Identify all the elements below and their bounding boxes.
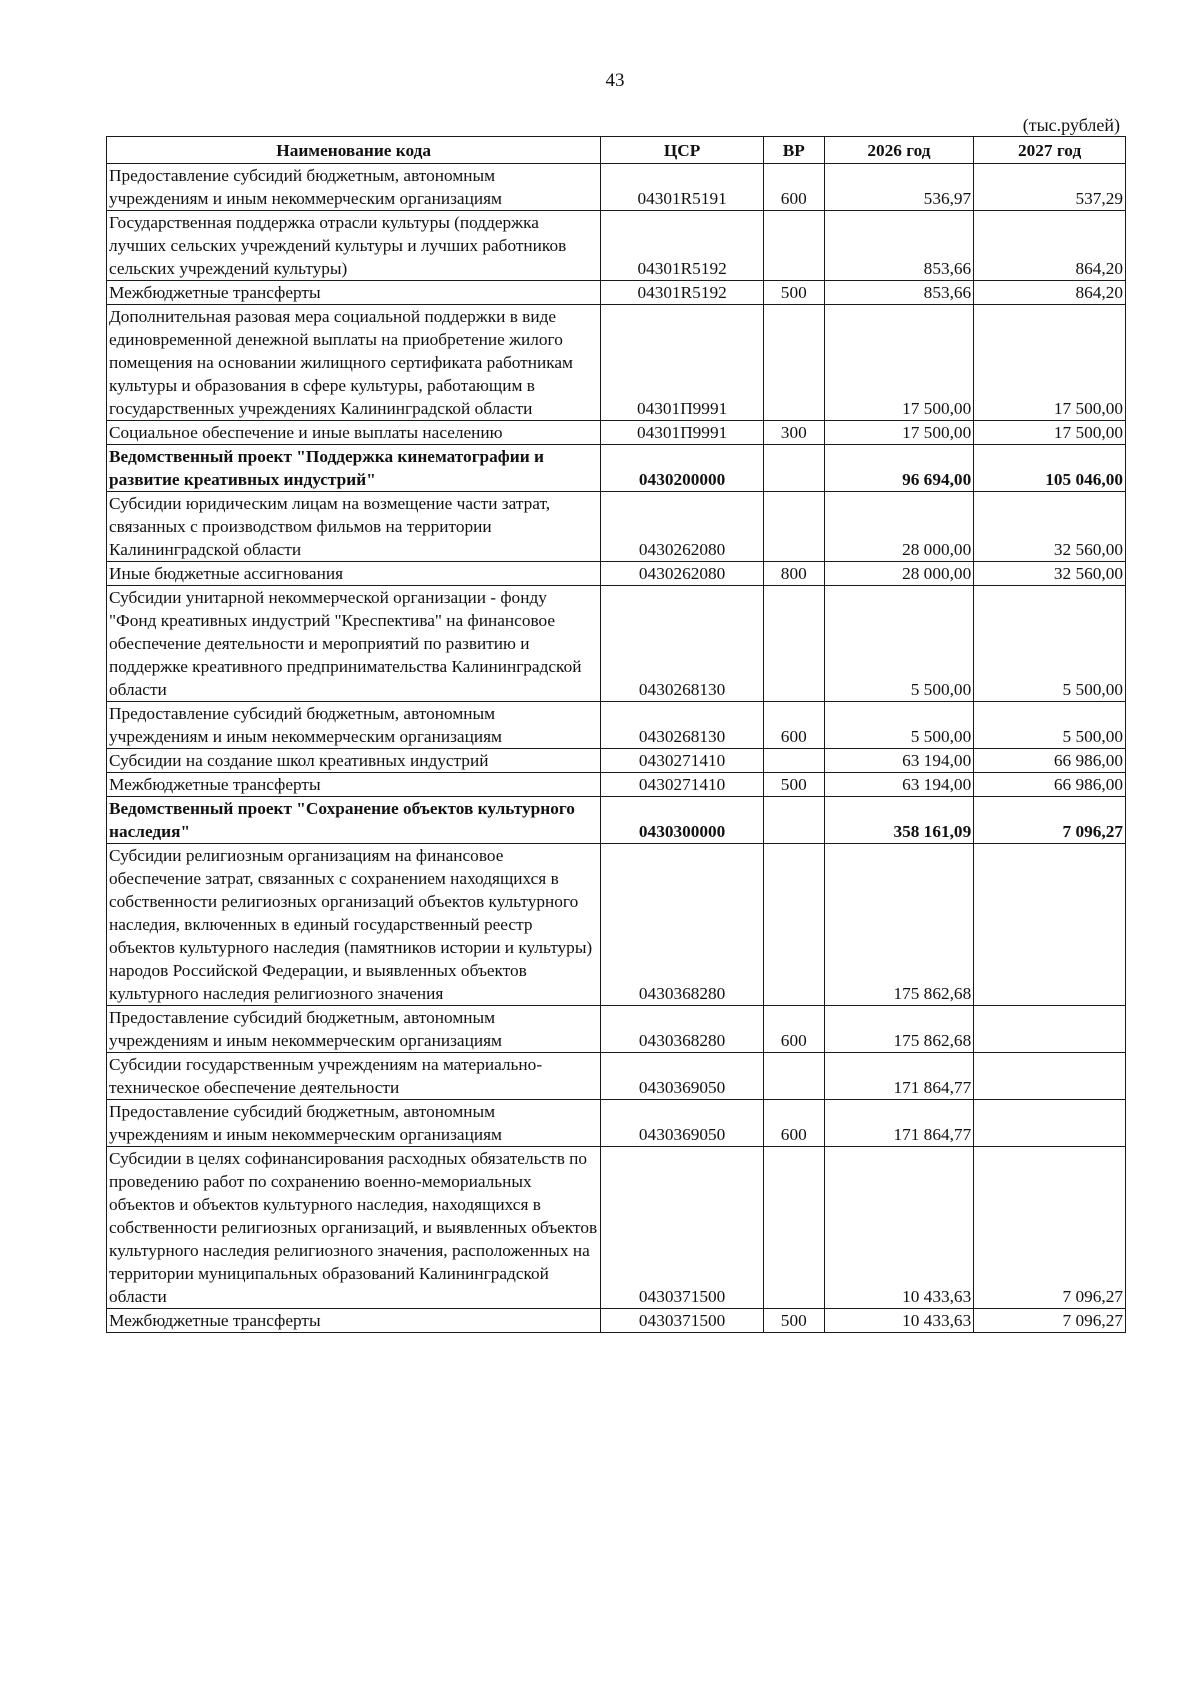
row-vr [763,749,824,773]
row-2027: 7 096,27 [974,1309,1126,1333]
row-vr [763,844,824,1006]
row-2026: 853,66 [824,211,974,281]
row-2026: 28 000,00 [824,562,974,586]
row-csr: 0430271410 [601,773,764,797]
table-row [107,1147,1126,1309]
table-row [107,421,1126,445]
row-vr: 500 [763,773,824,797]
row-vr: 300 [763,421,824,445]
row-2026: 171 864,77 [824,1053,974,1100]
row-2026: 358 161,09 [824,797,974,844]
row-2026: 5 500,00 [824,586,974,702]
row-vr [763,1053,824,1100]
row-2026: 5 500,00 [824,702,974,749]
row-vr [763,305,824,421]
row-csr: 04301R5192 [601,211,764,281]
row-name: Предоставление субсидий бюджетным, автономным учреждениям и иным некоммерческим организациям [107,164,601,211]
row-2026: 63 194,00 [824,773,974,797]
row-2026: 28 000,00 [824,492,974,562]
row-name: Государственная поддержка отрасли культуры (поддержка лучших сельских учреждений культуры и лучших работников сельских учреждений культуры) [107,211,601,281]
table-row [107,164,1126,211]
header-2027: 2027 год [974,137,1126,164]
table-row [107,281,1126,305]
row-name: Социальное обеспечение и иные выплаты населению [107,421,601,445]
table-row-project [107,797,1126,844]
row-2026: 171 864,77 [824,1100,974,1147]
row-2027: 105 046,00 [974,445,1126,492]
row-2027 [974,1100,1126,1147]
row-csr: 04301П9991 [601,421,764,445]
row-name: Межбюджетные трансферты [107,281,601,305]
row-2026: 96 694,00 [824,445,974,492]
row-2027: 17 500,00 [974,305,1126,421]
row-name: Субсидии юридическим лицам на возмещение части затрат, связанных с производством фильмов на территории Калининградской области [107,492,601,562]
row-csr: 0430268130 [601,702,764,749]
row-2026: 63 194,00 [824,749,974,773]
row-csr: 0430368280 [601,1006,764,1053]
table-row [107,1053,1126,1100]
row-csr: 04301П9991 [601,305,764,421]
row-name: Межбюджетные трансферты [107,1309,601,1333]
row-vr: 600 [763,702,824,749]
row-csr: 0430300000 [601,797,764,844]
row-name: Субсидии в целях софинансирования расходных обязательств по проведению работ по сохранению военно-мемориальных объектов и объектов культурного наследия, находящихся в собственности религиозных организаций, и выявленных объектов культурного наследия религиозного значения, расположенных на территории муниципальных образований Калининградской области [107,1147,601,1309]
row-2026: 175 862,68 [824,844,974,1006]
row-2026: 17 500,00 [824,305,974,421]
row-2027: 5 500,00 [974,702,1126,749]
row-name: Субсидии государственным учреждениям на материально-техническое обеспечение деятельности [107,1053,601,1100]
row-csr: 0430271410 [601,749,764,773]
row-2027: 864,20 [974,281,1126,305]
units-label: (тыс.рублей) [1022,115,1120,135]
row-csr: 0430369050 [601,1100,764,1147]
table-row [107,211,1126,281]
row-name: Субсидии на создание школ креативных индустрий [107,749,601,773]
row-csr: 04301R5192 [601,281,764,305]
header-2026: 2026 год [824,137,974,164]
table-row [107,492,1126,562]
row-csr: 0430371500 [601,1309,764,1333]
row-2027: 66 986,00 [974,773,1126,797]
row-2027 [974,844,1126,1006]
row-csr: 0430371500 [601,1147,764,1309]
row-vr: 600 [763,1006,824,1053]
row-name: Дополнительная разовая мера социальной поддержки в виде единовременной денежной выплаты на приобретение жилого помещения на основании жилищного сертификата работникам культуры и образования в сфере культуры, работающим в государственных учреждениях Калининградской области [107,305,601,421]
row-vr [763,492,824,562]
header-vr: ВР [763,137,824,164]
table-row [107,305,1126,421]
row-vr: 800 [763,562,824,586]
row-2026: 175 862,68 [824,1006,974,1053]
table-row-project [107,445,1126,492]
row-name: Предоставление субсидий бюджетным, автономным учреждениям и иным некоммерческим организациям [107,1006,601,1053]
row-vr: 500 [763,1309,824,1333]
table-row [107,1100,1126,1147]
row-csr: 0430200000 [601,445,764,492]
row-name: Ведомственный проект "Сохранение объектов культурного наследия" [107,797,601,844]
row-csr: 0430268130 [601,586,764,702]
row-name: Предоставление субсидий бюджетным, автономным учреждениям и иным некоммерческим организациям [107,1100,601,1147]
row-2027: 5 500,00 [974,586,1126,702]
row-2027: 7 096,27 [974,1147,1126,1309]
row-2027 [974,1053,1126,1100]
budget-table [106,136,1126,1333]
row-2026: 10 433,63 [824,1309,974,1333]
row-csr: 04301R5191 [601,164,764,211]
row-2027: 32 560,00 [974,562,1126,586]
table-row [107,773,1126,797]
row-2027: 66 986,00 [974,749,1126,773]
row-name: Субсидии унитарной некоммерческой организации - фонду "Фонд креативных индустрий "Креспектива" на финансовое обеспечение деятельности и мероприятий по развитию и поддержке креативного предпринимательства Калининградской области [107,586,601,702]
row-2027: 7 096,27 [974,797,1126,844]
row-2027: 17 500,00 [974,421,1126,445]
row-vr: 500 [763,281,824,305]
row-csr: 0430262080 [601,562,764,586]
row-vr [763,445,824,492]
row-csr: 0430262080 [601,492,764,562]
row-name: Предоставление субсидий бюджетным, автономным учреждениям и иным некоммерческим организациям [107,702,601,749]
table-row [107,586,1126,702]
row-vr: 600 [763,1100,824,1147]
row-vr [763,797,824,844]
row-2027 [974,1006,1126,1053]
page-number: 43 [605,70,625,91]
table-row [107,702,1126,749]
row-name: Ведомственный проект "Поддержка кинематографии и развитие креативных индустрий" [107,445,601,492]
row-2026: 10 433,63 [824,1147,974,1309]
row-csr: 0430368280 [601,844,764,1006]
table-row [107,562,1126,586]
row-2027: 32 560,00 [974,492,1126,562]
table-header-row [107,137,1126,164]
table-row [107,749,1126,773]
row-csr: 0430369050 [601,1053,764,1100]
row-2026: 17 500,00 [824,421,974,445]
row-name: Иные бюджетные ассигнования [107,562,601,586]
header-name: Наименование кода [107,137,601,164]
table-row [107,1006,1126,1053]
table-row [107,1309,1126,1333]
row-2026: 536,97 [824,164,974,211]
row-2027: 864,20 [974,211,1126,281]
row-vr [763,1147,824,1309]
row-vr [763,211,824,281]
table-row [107,844,1126,1006]
row-2026: 853,66 [824,281,974,305]
row-name: Субсидии религиозным организациям на финансовое обеспечение затрат, связанных с сохранением находящихся в собственности религиозных организаций объектов культурного наследия, включенных в единый государственный реестр объектов культурного наследия (памятников истории и культуры) народов Российской Федерации, и выявленных объектов культурного наследия религиозного значения [107,844,601,1006]
row-name: Межбюджетные трансферты [107,773,601,797]
row-vr [763,586,824,702]
row-2027: 537,29 [974,164,1126,211]
row-vr: 600 [763,164,824,211]
header-csr: ЦСР [601,137,764,164]
